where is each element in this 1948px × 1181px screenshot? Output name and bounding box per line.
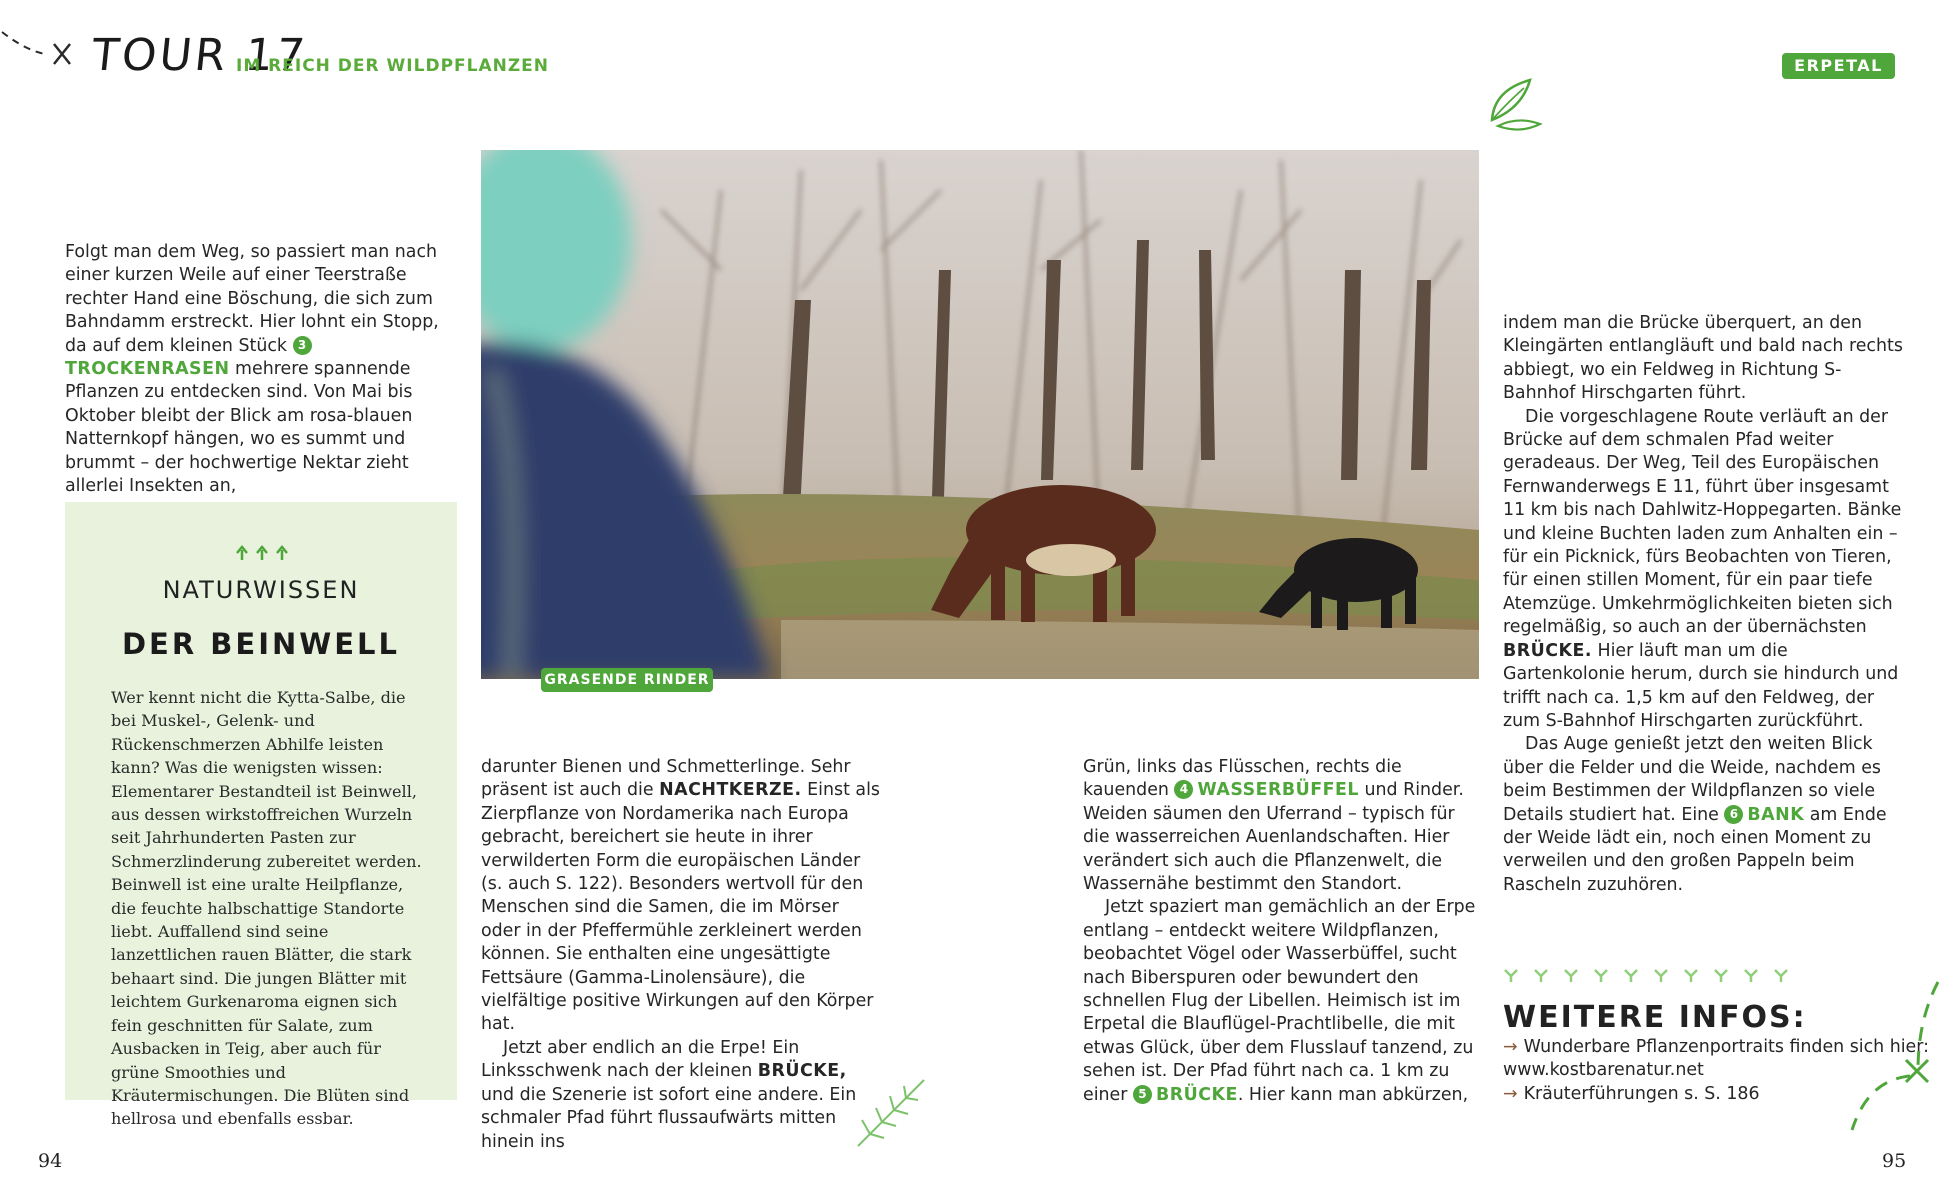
page-number-right: 95 (1882, 1150, 1907, 1172)
sprout-row-icon (1503, 966, 1793, 986)
arrow-right-icon: → (1503, 1083, 1518, 1104)
cattle-photo (481, 150, 1479, 679)
column1-text-b: mehrere spannende Pflanzen zu entdecken sind. Von Mai bis Oktober bleibt der Blick am rosa-blauen Natternkopf hängen, wo es summt und brummt – der hochwertige Nektar zieht allerlei Insekten an, (65, 359, 413, 497)
fern-doodle-icon (852, 1072, 932, 1152)
tour-label: TOUR 17 (89, 30, 310, 81)
tour-subtitle: IM REICH DER WILDPFLANZEN (236, 56, 550, 76)
column3-p2-a: Jetzt spaziert man gemächlich an der Erpe entlang – entdeckt weitere Wildpflanzen, beobachtet Vögel oder Wasserbüffel, sucht nach Biberspuren oder bewundert den schnellen Flug der Libellen. Heimisch ist im Erpetal die Blauflügel-Prachtlibelle, die mit etwas Glück, über dem Flusslauf tanzend, zu sehen ist. Der Pfad führt nach ca. 1 km zu einer (1083, 897, 1476, 1105)
column2-p2-b: und die Szenerie ist sofort eine andere. Ein schmaler Pfad führt flussaufwärts mitten hinein ins (481, 1084, 857, 1152)
text-column-3 (1083, 756, 1483, 1107)
further-info-item-1: Wunderbare Pflanzenportraits finden sich hier: www.kostbarenatur.net (1503, 1037, 1929, 1081)
arrow-right-icon: → (1503, 1037, 1518, 1057)
bold-bruecke-2: BRÜCKE. (1503, 640, 1592, 661)
column3-p1-b: und Rinder. Weiden säumen den Uferrand – typisch für die wasserreichen Auenlandschaften. Hier verändert sich auch die Pflanzenwelt, die Wassernähe bestimmt den Standort. (1083, 780, 1464, 895)
region-badge: ERPETAL (1782, 53, 1895, 79)
box-text: Wer kennt nicht die Kytta-Salbe, die bei Muskel-, Gelenk- und Rückenschmerzen Abhilfe leisten kann? Was die wenigsten wissen: Elementarer Bestandteil ist Beinwell, aus dessen wirkstoffreichen Wurzeln seit Jahrhunderten Pasten zur Schmerzlinderung zubereitet werden. Beinwell ist eine uralte Heilpflanze, die feuchte halbschattige Standorte liebt. Auffallend sind seine lanzettlichen rauen Blätter, die stark behaart sind. Die jungen Blätter mit leichtem Gurkenaroma eignen sich fein geschnitten für Salate, zum Ausbacken in Teig, aber auch für grüne Smoothies und Kräutermischungen. Die Blüten sind hellrosa und ebenfalls essbar. (111, 688, 422, 1129)
column4-p3-b: am Ende der Weide lädt ein, noch einen Moment zu verweilen und den großen Pappeln beim Rascheln zuzuhören. (1503, 804, 1887, 895)
plant-sprouts-icon (234, 542, 290, 562)
box-heading: DER BEINWELL (121, 627, 401, 661)
highlight-bank: BANK (1747, 804, 1805, 825)
text-column-4 (1503, 312, 1903, 897)
column3-p2-b: . Hier kann man abkürzen, (1237, 1084, 1469, 1105)
trail-end-icon (1838, 980, 1948, 1150)
column4-p3-a: Das Auge genießt jetzt den weiten Blick über die Felder und die Weide, nachdem es beim Bestimmen der Wildpflanzen so viele Details studiert hat. Eine (1503, 734, 1881, 825)
marker-5: 5 (1133, 1085, 1152, 1104)
text-column-1 (65, 241, 457, 498)
further-info-title: WEITERE INFOS: (1503, 1000, 1807, 1035)
column3-p1-a: Grün, links das Flüsschen, rechts die kauenden (1083, 757, 1402, 801)
column4-p2-a: Die vorgeschlagene Route verläuft an der Brücke auf dem schmalen Pfad weiter geradeaus. Der Weg, Teil des Europäischen Fernwanderwegs E 11, führt über insgesamt 11 km bis nach Dahlwitz-Hoppegarten. Bänke und kleine Buchten laden zum Anhalten ein – für ein Picknick, fürs Beobachten von Tieren, für einen stillen Moment, für ein paar tiefe Atemzüge. Umkehrmöglichkeiten bieten sich regelmäßig, so auch an der übernächsten (1503, 406, 1902, 638)
column2-p2-a: Jetzt aber endlich an die Erpe! Ein Linksschwenk nach der kleinen (481, 1037, 800, 1082)
bold-nachtkerze: NACHTKERZE. (659, 780, 802, 801)
page-number-left: 94 (38, 1150, 63, 1172)
column1-text-a: Folgt man dem Weg, so passiert man nach einer kurzen Weile auf einer Teerstraße rechter Hand eine Böschung, die sich zum Bahndamm erstreckt. Hier lohnt ein Stopp, da auf dem kleinen Stück (65, 242, 439, 356)
trail-decoration-icon (0, 20, 80, 70)
column2-p1-a: darunter Bienen und Schmetterlinge. Sehr präsent ist auch die (481, 757, 851, 801)
photo-caption: GRASENDE RINDER (541, 668, 713, 692)
marker-4: 4 (1174, 780, 1193, 799)
highlight-trockenrasen: TROCKENRASEN (65, 359, 230, 380)
highlight-bruecke: BRÜCKE (1155, 1084, 1238, 1105)
grazing-cattle-image (481, 150, 1479, 679)
text-column-2 (481, 756, 881, 1154)
leaf-doodle-icon (1484, 76, 1548, 136)
box-title: NATURWISSEN (162, 576, 360, 604)
column2-p1-b: Einst als Zierpflanze von Nordamerika nach Europa gebracht, bereichert sie heute in ihrer verwilderten Form die europäischen Länder (s. auch S. 122). Besonders wertvoll für den Menschen sind die Samen, die im Mörser oder in der Pfeffermühle zerkleinert werden können. Sie enthalten eine ungesättigte Fettsäure (Gamma-Linolensäure), die vielfältige positive Wirkungen auf den Körper hat. (481, 780, 880, 1035)
marker-6: 6 (1724, 805, 1743, 824)
further-info-item-2: Kräuterführungen s. S. 186 (1523, 1083, 1760, 1104)
column4-p1: indem man die Brücke überquert, an den Kleingärten entlangläuft und bald nach rechts abbiegt, wo ein Feldweg in Richtung S-Bahnhof Hirschgarten führt. (1503, 313, 1903, 404)
bold-bruecke: BRÜCKE, (757, 1061, 847, 1082)
column4-p2-b: Hier läuft man um die Gartenkolonie herum, durch sie hindurch und trifft nach ca. 1,5 km auf den Feldweg, der zum S-Bahnhof Hirschgarten zurückführt. (1503, 640, 1899, 731)
marker-3: 3 (293, 336, 312, 355)
highlight-wasserbueffel: WASSERBÜFFEL (1197, 780, 1359, 801)
